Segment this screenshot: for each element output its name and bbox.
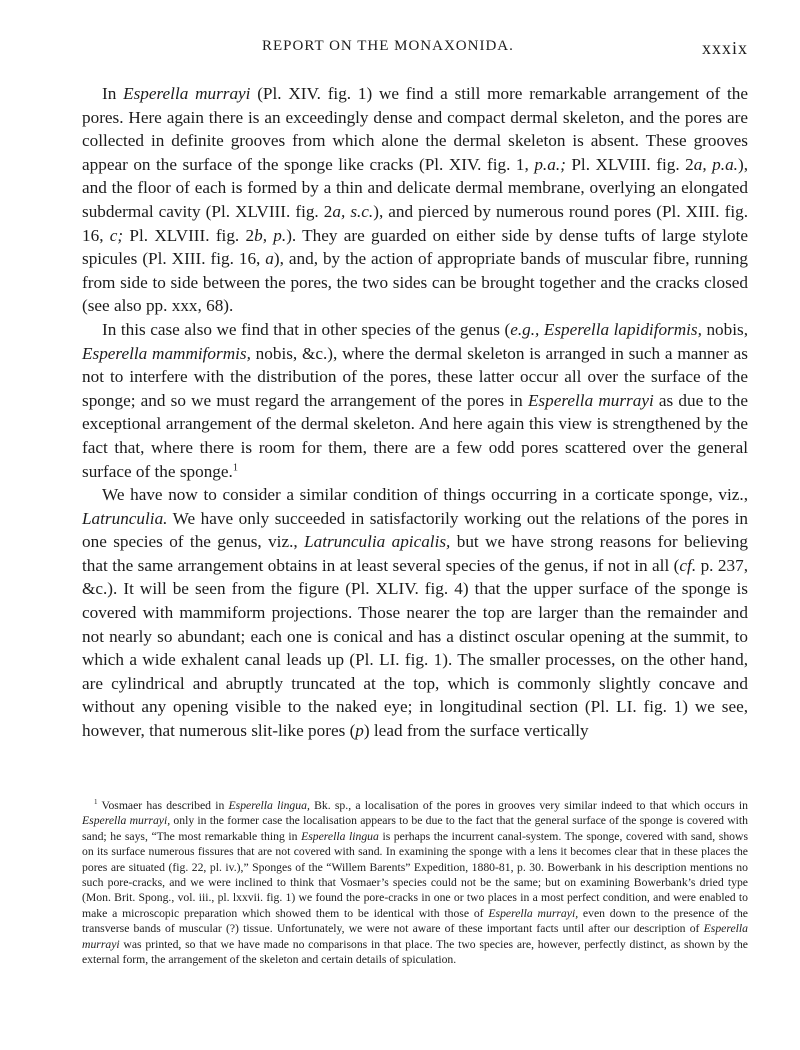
paragraph — [82, 82, 748, 318]
page-number: xxxix — [701, 38, 748, 58]
footnotes — [82, 798, 748, 967]
text-run: nobis, &c.), where the dermal skeleton is arranged in such a manner as not to interfere with the distribution of the pores, these latter occur all over the surface of the sponge; and so we must regard the arrangement of the pores in — [82, 343, 748, 410]
text-run: ), and pierced by numerous round pores (Pl. XIII. fig. 16, — [82, 201, 748, 245]
text-run: p. 237, &c.). It will be seen from the figure (Pl. XLIV. fig. 4) that the upper surface of the sponge is covered with mammiform projections. Those nearer the top are larger than the remainder and not nearly so abundant; each one is conical and has a distinct oscular opening at the summit, to which a wide exhalent canal leads up (Pl. LI. fig. 1). The smaller processes, on the other hand, are cylindrical and abruptly truncated at the top, which is commonly slightly concave and without any opening visible to the naked eye; in longitudinal section (Pl. LI. fig. 1) we see, however, that numerous slit-like pores ( — [82, 555, 749, 741]
italic-text: Latrunculia apicalis, — [304, 532, 451, 552]
text-run: ). They are guarded on either side by dense tufts of large stylote spicules (Pl. XIII. fig. 16, — [82, 225, 749, 269]
text-run: as due to the exceptional arrangement of the dermal skeleton. And here again this view is strengthened by the fact that, where there is room for them, there are a few odd pores scattered over the general surface of the sponge. — [82, 390, 748, 481]
italic-text: a, p.a. — [693, 154, 738, 174]
text-run: Bk. sp., a localisation of the pores in grooves very similar indeed to that which occurs in — [309, 799, 748, 812]
text-run: In — [102, 84, 124, 103]
italic-text: p.a.; — [534, 154, 566, 174]
italic-text: c; — [109, 225, 124, 245]
italic-text: a — [265, 249, 274, 269]
italic-text: a, s.c. — [332, 201, 374, 221]
text-run: is perhaps the incurrent canal-system. The sponge, covered with sand, shows on its surface numerous fissures that are not covered with sand. In examining the sponge with a lens it becomes clear that in these places the pores are situated (fig. 22, pl. iv.),” Sponges of the “Willem Barents” Expedition, 1880-81, p. 30. Bowerbank in his description mentions no such pore-cracks, and we were inclined to think that Vosmaer’s species could not be the same; but on examining Bowerbank’s dried type (Mon. Brit. Spong., vol. iii., pl. lxxvii. fig. 1) we found the pore-cracks in one or two places in a most perfect condition, and were enabled to make a microscopic preparation which showed them to be identical with those of — [82, 829, 748, 920]
italic-text: Esperella murrayi — [123, 84, 251, 103]
italic-text: Esperella murrayi — [82, 922, 748, 951]
text-run: Pl. XLVIII. fig. 2 — [123, 225, 255, 245]
italic-text: p — [355, 721, 364, 741]
text-run: nobis, — [701, 319, 748, 339]
italic-text: Esperella murrayi, — [488, 906, 579, 920]
body-text — [82, 82, 748, 743]
text-run: (Pl. XIV. fig. 1) we find a still more remarkable arrangement of the pores. Here again there is an exceedingly dense and compact dermal skeleton, and the pores are collected in definite grooves from which alone the dermal skeleton is absent. These grooves appear on the surface of the sponge like cracks (Pl. XIV. fig. 1, — [82, 84, 748, 174]
italic-text: Esperella murrayi — [527, 390, 654, 410]
text-run: ), and the floor of each is formed by a thin and delicate dermal membrane, overlying an elongated subdermal cavity (Pl. XLVIII. fig. 2 — [82, 154, 748, 221]
text-run: Vosmaer has described in — [97, 799, 229, 812]
text-run: but we have strong reasons for believing that the same arrangement obtains in at least several species of the genus, if not in all ( — [82, 532, 748, 575]
italic-text: cf. — [679, 555, 697, 575]
footnote-marker: 1 — [94, 798, 98, 807]
text-run: ) lead from the surface vertically — [363, 721, 589, 741]
italic-text: Esperella mammiformis, — [82, 343, 251, 363]
italic-text: e.g., Esperella lapidiformis, — [510, 319, 702, 339]
text-run: was printed, so that we have made no comparisons in that place. The two species are, however, perfectly distinct, as shown by the external form, the arrangement of the skeleton and certain details of spiculation. — [82, 937, 748, 967]
paragraph — [82, 318, 748, 483]
italic-text: Esperella lingua, — [228, 799, 310, 812]
text-run: We have only succeeded in satisfactorily working out the relations of the pores in one species of the genus, viz., — [82, 508, 748, 552]
running-header — [82, 38, 748, 64]
text-run: ), and, by the action of appropriate bands of muscular fibre, running from side to side between the pores, the two sides can be brought together and the cracks closed (see also pp. xxx, 68). — [82, 249, 748, 316]
italic-text: Latrunculia. — [82, 508, 168, 528]
italic-text: b, p. — [254, 225, 287, 245]
italic-text: Esperella lingua — [301, 829, 379, 843]
running-title: REPORT ON THE MONAXONIDA. — [262, 38, 514, 54]
italic-text: Esperella murrayi, — [82, 814, 171, 828]
text-run: Pl. XLVIII. fig. 2 — [565, 154, 694, 174]
text-run: even down to the presence of the transverse bands of muscular (?) tissue. Unfortunately, we were not aware of these important facts until after our description of — [82, 906, 748, 936]
footnote — [82, 798, 748, 967]
footnote-marker: 1 — [232, 461, 238, 473]
text-run: In this case also we find that in other species of the genus ( — [102, 319, 511, 339]
paragraph — [82, 483, 748, 743]
text-run: only in the former case the localisation appears to be due to the fact that the general surface of the sponge is covered with sand; he says, “The most remarkable thing in — [82, 814, 748, 843]
text-run: We have now to consider a similar condition of things occurring in a corticate sponge, viz., — [102, 485, 748, 505]
